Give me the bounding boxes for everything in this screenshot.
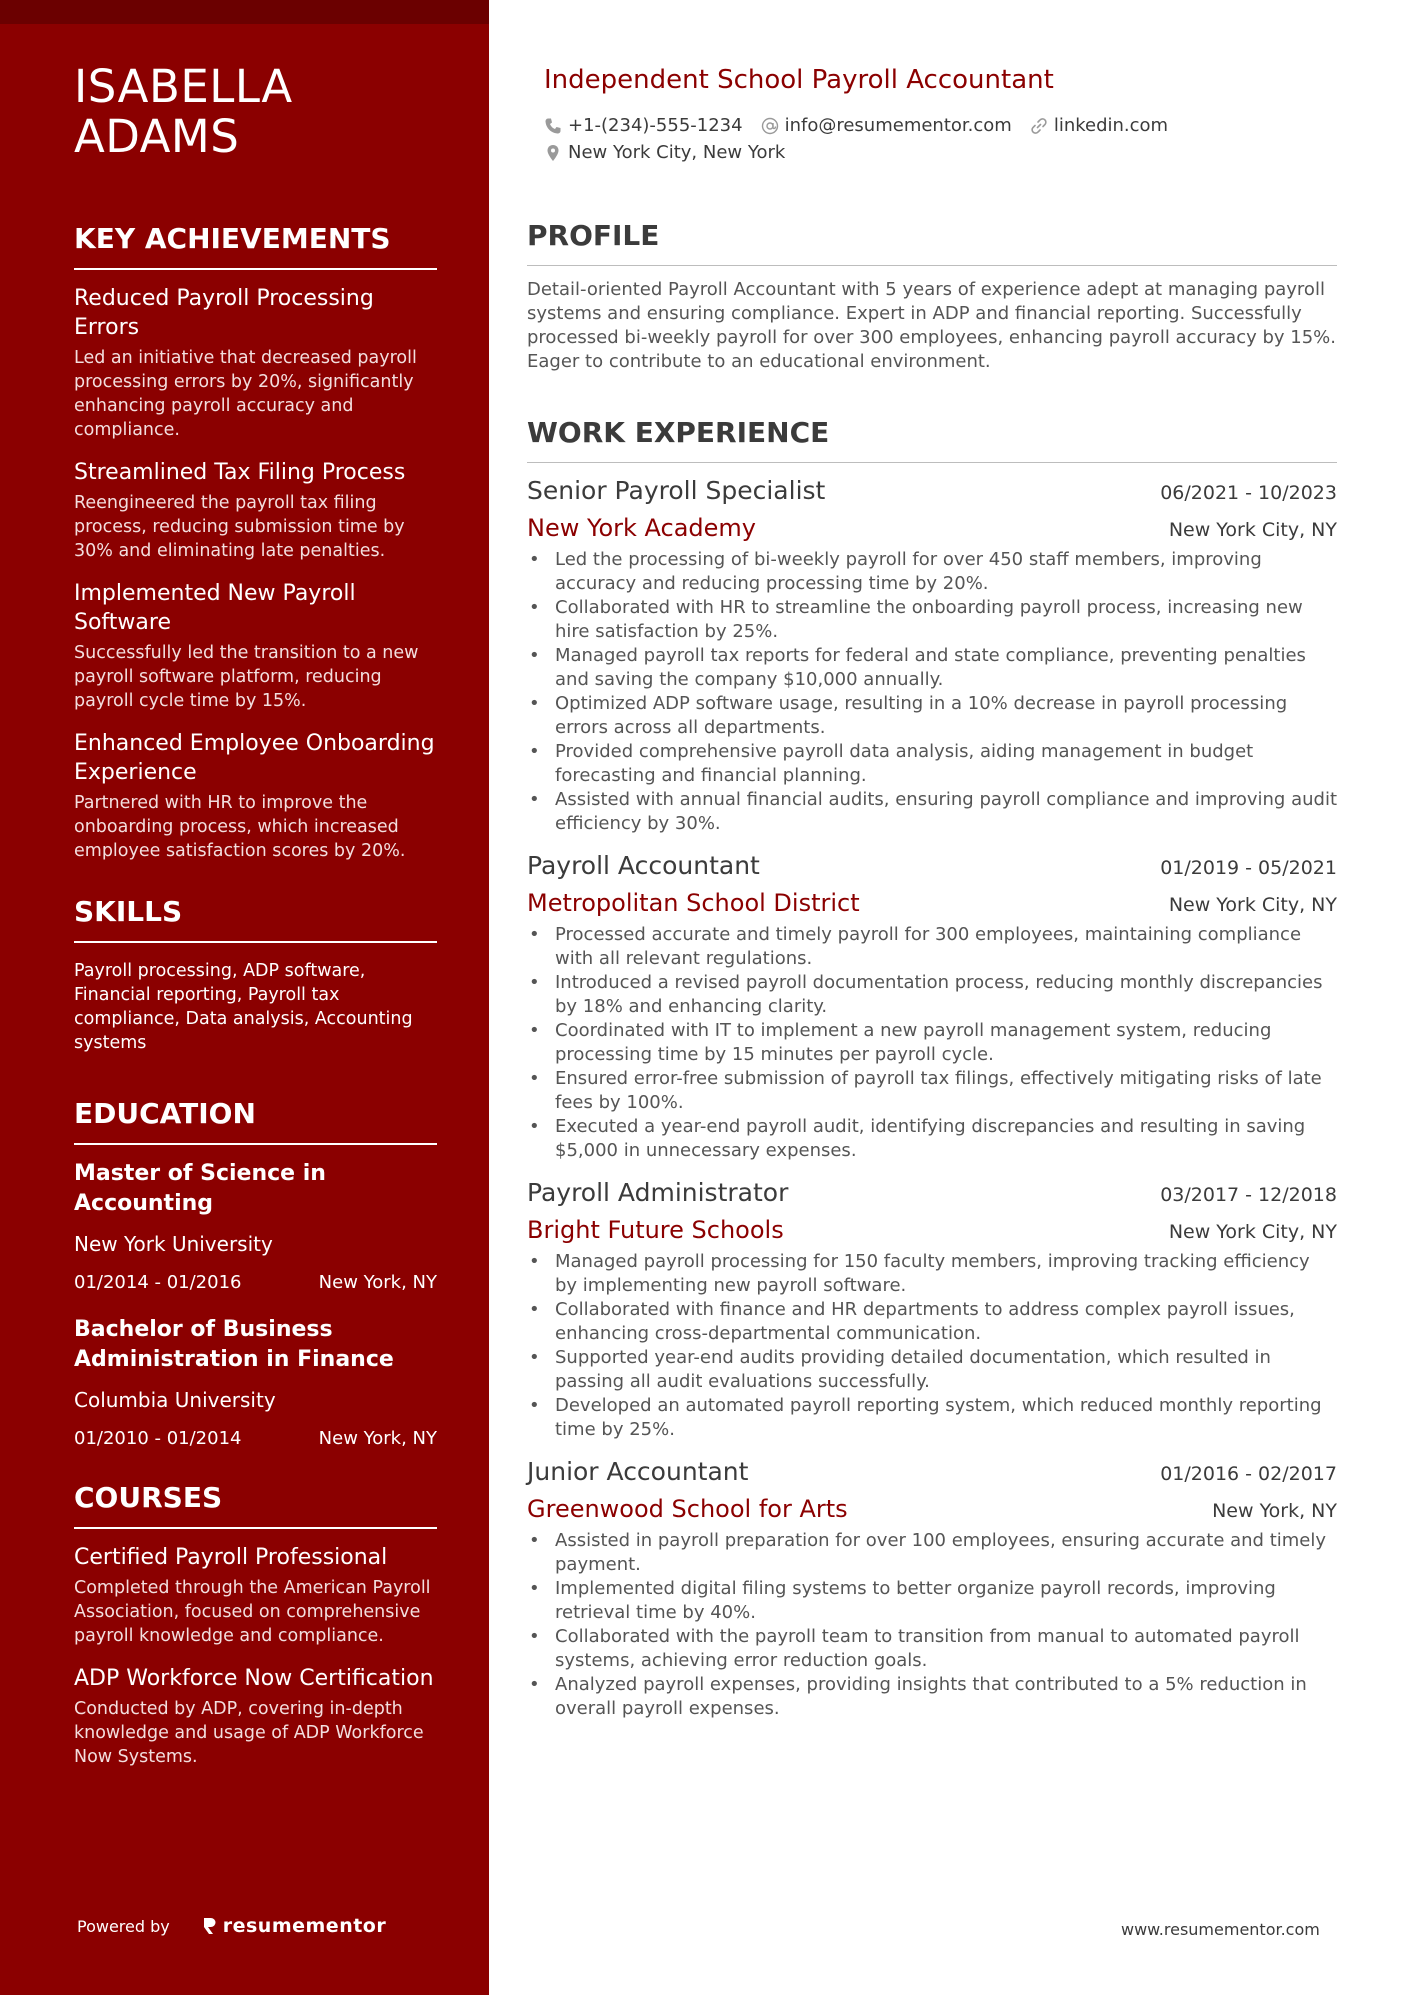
achievements-section [74,222,437,863]
job-role: Senior Payroll Specialist [527,476,826,505]
achievement-item [74,579,437,713]
contact-linkedin[interactable] [1030,113,1168,139]
job-bullet: • Optimized ADP software usage, resulting in a 10% decrease in payroll processing errors across all departments. [527,692,1337,740]
course-title: ADP Workforce Now Certification [74,1666,434,1691]
contact-block [544,112,1324,166]
brand-name: resumementor [222,1915,387,1937]
job-entry [527,475,1337,836]
course-item [74,1543,437,1648]
edu-location: New York, NY [318,1272,437,1293]
link-icon [1030,117,1048,135]
job-bullets [527,923,1337,1163]
sidebar [0,0,489,1995]
powered-by-label: Powered by [77,1916,170,1936]
job-bullet: • Introduced a revised payroll documentation process, reducing monthly discrepancies by 18% and enhancing clarity. [527,971,1337,1019]
edu-school: Columbia University [74,1388,276,1412]
achievement-desc: Successfully led the transition to a new payroll software platform, reducing payroll cycle time by 15%. [74,643,419,711]
job-bullets [527,1529,1337,1721]
job-bullet: • Ensured error-free submission of payroll tax filings, effectively mitigating risks of late fees by 100%. [527,1067,1337,1115]
achievement-desc: Reengineered the payroll tax filing process, reducing submission time by 30% and eliminating late penalties. [74,493,405,561]
education-item [74,1159,437,1295]
education-heading: EDUCATION [74,1097,437,1145]
job-location: New York City, NY [1168,1221,1337,1243]
job-role: Payroll Accountant [527,851,760,880]
job-location: New York City, NY [1168,519,1337,541]
job-entry [527,1456,1337,1721]
edu-school: New York University [74,1232,273,1256]
job-bullet: • Supported year-end audits providing detailed documentation, which resulted in passing all audit evaluations successfully. [527,1346,1337,1394]
job-bullets [527,1250,1337,1442]
achievement-item [74,729,437,863]
job-location: New York, NY [1212,1500,1337,1522]
edu-meta [74,1427,437,1451]
profile-section [527,219,1337,374]
powered-by [77,1915,386,1937]
course-title: Certified Payroll Professional [74,1545,388,1570]
achievement-desc: Partnered with HR to improve the onboarding process, which increased employee satisfaction scores by 20%. [74,793,406,861]
contact-phone[interactable] [544,113,743,139]
job-bullet: • Assisted with annual financial audits, ensuring payroll compliance and improving audit efficiency by 30%. [527,788,1337,836]
footer-url[interactable]: www.resumementor.com [1121,1920,1320,1939]
work-experience-section [527,416,1337,1721]
resumementor-logo-icon [202,1916,217,1936]
job-bullet: • Managed payroll processing for 150 faculty members, improving tracking efficiency by implementing new payroll software. [527,1250,1337,1298]
skills-list: Payroll processing, ADP software, Financial reporting, Payroll tax compliance, Data analysis, Accounting systems [74,961,413,1053]
job-bullets [527,548,1337,836]
courses-heading: COURSES [74,1481,437,1529]
course-desc: Completed through the American Payroll Association, focused on comprehensive payroll knowledge and compliance. [74,1578,431,1646]
job-entry [527,850,1337,1163]
job-location: New York City, NY [1168,894,1337,916]
job-role: Junior Accountant [527,1457,749,1486]
job-bullet: • Executed a year-end payroll audit, identifying discrepancies and resulting in saving $5,000 in unnecessary expenses. [527,1115,1337,1163]
phone-icon [544,117,562,135]
job-entry [527,1177,1337,1442]
contact-email[interactable] [761,113,1012,139]
profile-heading: PROFILE [527,219,1337,266]
work-experience-heading: WORK EXPERIENCE [527,416,1337,463]
profile-summary: Detail-oriented Payroll Accountant with 5 years of experience adept at managing payroll systems and ensuring compliance. Expert in ADP and financial reporting. Successfully processed bi-weekly payroll for over 300 employees, enhancing payroll accuracy by 15%. Eager to contribute to an educational environment. [527,279,1337,372]
job-dates: 01/2019 - 05/2021 [1160,857,1337,879]
email-text: info@resumementor.com [784,114,1012,136]
job-bullet: • Developed an automated payroll reporting system, which reduced monthly reporting time by 25%. [527,1394,1337,1442]
job-bullet: • Processed accurate and timely payroll for 300 employees, maintaining compliance with all relevant regulations. [527,923,1337,971]
course-desc: Conducted by ADP, covering in-depth knowledge and usage of ADP Workforce Now Systems. [74,1699,424,1767]
job-dates: 03/2017 - 12/2018 [1160,1184,1337,1206]
job-company: Metropolitan School District [527,889,860,917]
achievement-title: Reduced Payroll Processing Errors [74,286,374,340]
achievement-item [74,458,437,563]
target-job-title: Independent School Payroll Accountant [544,65,1054,95]
edu-dates: 01/2010 - 01/2014 [74,1428,242,1449]
edu-meta [74,1271,437,1295]
sidebar-top-bar [0,0,489,24]
achievement-desc: Led an initiative that decreased payroll processing errors by 20%, significantly enhancing payroll accuracy and compliance. [74,348,417,440]
location-text: New York City, New York [568,141,786,163]
linkedin-text: linkedin.com [1053,114,1169,136]
candidate-name [74,62,437,162]
skills-heading: SKILLS [74,895,437,943]
job-bullet: • Coordinated with IT to implement a new payroll management system, reducing processing time by 15 minutes per payroll cycle. [527,1019,1337,1067]
achievement-item [74,284,437,442]
job-bullet: • Collaborated with the payroll team to transition from manual to automated payroll systems, achieving error reduction goals. [527,1625,1337,1673]
job-bullet: • Provided comprehensive payroll data analysis, aiding management in budget forecasting and financial planning. [527,740,1337,788]
name-last: ADAMS [74,110,240,163]
achievement-title: Enhanced Employee Onboarding Experience [74,731,435,785]
location-pin-icon [544,144,562,162]
achievement-title: Implemented New Payroll Software [74,581,356,635]
job-bullet: • Collaborated with HR to streamline the onboarding payroll process, increasing new hire satisfaction by 25%. [527,596,1337,644]
course-item [74,1664,437,1769]
job-bullet: • Led the processing of bi-weekly payroll for over 450 staff members, improving accuracy and reducing processing time by 20%. [527,548,1337,596]
job-dates: 01/2016 - 02/2017 [1160,1463,1337,1485]
job-role: Payroll Administrator [527,1178,789,1207]
education-item [74,1315,437,1451]
at-icon [761,117,779,135]
edu-degree: Bachelor of Business Administration in Finance [74,1317,394,1372]
education-section [74,1097,437,1451]
contact-location [544,140,785,166]
job-company: Bright Future Schools [527,1216,784,1244]
skills-section [74,895,437,1055]
courses-section [74,1481,437,1769]
edu-dates: 01/2014 - 01/2016 [74,1272,242,1293]
job-bullet: • Implemented digital filing systems to better organize payroll records, improving retrieval time by 40%. [527,1577,1337,1625]
name-first: ISABELLA [74,60,293,113]
edu-location: New York, NY [318,1428,437,1449]
job-company: New York Academy [527,514,757,542]
phone-text: +1-(234)-555-1234 [568,114,743,136]
job-bullet: • Managed payroll tax reports for federal and state compliance, preventing penalties and saving the company $10,000 annually. [527,644,1337,692]
achievements-heading: KEY ACHIEVEMENTS [74,222,437,270]
edu-degree: Master of Science in Accounting [74,1161,326,1216]
job-bullet: • Analyzed payroll expenses, providing insights that contributed to a 5% reduction in overall payroll expenses. [527,1673,1337,1721]
brand-logo[interactable] [202,1915,387,1937]
job-bullet: • Collaborated with finance and HR departments to address complex payroll issues, enhancing cross-departmental communication. [527,1298,1337,1346]
job-company: Greenwood School for Arts [527,1495,848,1523]
job-dates: 06/2021 - 10/2023 [1160,482,1337,504]
achievement-title: Streamlined Tax Filing Process [74,460,406,485]
job-bullet: • Assisted in payroll preparation for over 100 employees, ensuring accurate and timely payment. [527,1529,1337,1577]
